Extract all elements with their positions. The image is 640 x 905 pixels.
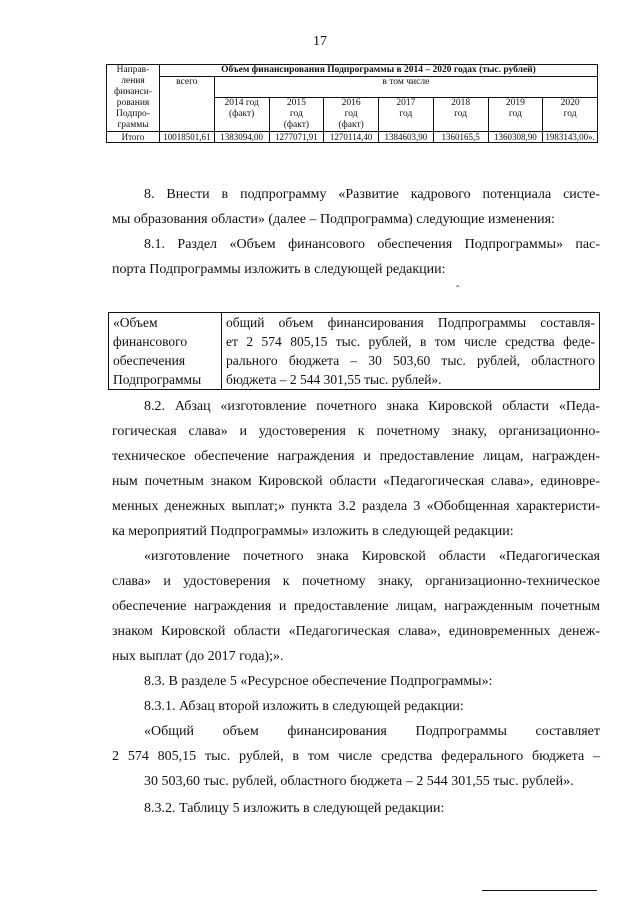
row-label: Итого xyxy=(107,131,160,142)
header-year: 2019 год xyxy=(488,97,543,131)
cell-value: 1383094,00 xyxy=(214,131,269,142)
paragraph-8-3: 8.3. В разделе 5 «Ресурсное обеспечение Подпрограммы»: xyxy=(144,674,493,689)
passport-value-line: рального бюджета – 30 503,60 тыс. рублей, областного xyxy=(226,353,595,368)
paragraph-8-2-line: 8.2. Абзац «изготовление почетного знака Кировской области «Педа- xyxy=(144,399,600,414)
cell-value: 1360165,5 xyxy=(433,131,488,142)
header-year: 2014 год (факт) xyxy=(214,97,269,131)
header-year: 2016 год (факт) xyxy=(324,97,379,131)
cell-value: 1983143,00». xyxy=(543,131,598,142)
passport-label-line: «Объем xyxy=(113,315,158,330)
quote-line: ных выплат (до 2017 года);». xyxy=(112,649,284,664)
cell-value: 1277071,91 xyxy=(269,131,324,142)
cell-value: 1270114,40 xyxy=(324,131,379,142)
header-including: в том числе xyxy=(214,76,597,97)
quote-line: обеспечение награждения и предоставление лицам, награжденным почетным xyxy=(112,599,600,614)
paragraph-8-2-line: ка мероприятий Подпрограммы» изложить в следующей редакции: xyxy=(112,524,514,539)
paragraph-8-2-line: гогическая слава» и удостоверения к почетному знаку, организационно- xyxy=(112,424,600,439)
paragraph-8-1-line2: порта Подпрограммы изложить в следующей редакции: xyxy=(112,262,446,277)
paragraph-8-3-1-quote-line: 30 503,60 тыс. рублей, областного бюджета – 2 544 301,55 тыс. рублей». xyxy=(144,774,574,789)
passport-value xyxy=(222,313,600,390)
paragraph-8-2-line: ным почетным знаком Кировской области «Педагогическая слава», единовре- xyxy=(112,474,600,489)
passport-value-line: ет 2 574 805,15 тыс. рублей, в том числе средства феде- xyxy=(226,334,595,349)
header-year: 2018 год xyxy=(433,97,488,131)
passport-value-line: общий объем финансирования Подпрограммы составля- xyxy=(226,315,595,330)
paragraph-8-1-line1: 8.1. Раздел «Объем финансового обеспечения Подпрограммы» пас- xyxy=(144,237,600,252)
cell-value: 1384603,90 xyxy=(379,131,434,142)
paragraph-8-3-1: 8.3.1. Абзац второй изложить в следующей редакции: xyxy=(144,699,464,714)
paragraph-8-line1: 8. Внести в подпрограмму «Развитие кадрового потенциала систе- xyxy=(144,187,600,202)
stray-mark: ˆ xyxy=(456,285,460,296)
passport-label-line: обеспечения xyxy=(113,353,186,368)
cell-value: 1360308,90 xyxy=(488,131,543,142)
passport-label-line: Подпрограммы xyxy=(113,372,202,387)
paragraph-8-line2: мы образования области» (далее – Подпрограмма) следующие изменения: xyxy=(112,212,555,227)
page-number: 17 xyxy=(313,34,327,49)
header-total: всего xyxy=(160,76,215,131)
quote-line: слава» и удостоверения к почетному знаку, организационно-техническое xyxy=(112,574,600,589)
financing-table xyxy=(106,64,598,143)
paragraph-8-3-1-quote-line: 2 574 805,15 тыс. рублей, в том числе средства федерального бюджета – xyxy=(112,749,600,764)
header-year: 2017 год xyxy=(379,97,434,131)
header-volume: Объем финансирования Подпрограммы в 2014 – 2020 годах (тыс. рублей) xyxy=(160,65,598,77)
table-row xyxy=(107,131,598,142)
header-year: 2020 год xyxy=(543,97,598,131)
passport-label xyxy=(109,313,222,390)
paragraph-8-3-1-quote-line: «Общий объем финансирования Подпрограммы составляет xyxy=(144,724,600,739)
paragraph-8-2-line: менных денежных выплат;» пункта 3.2 раздела 3 «Обобщенная характеристи- xyxy=(112,499,600,514)
paragraph-8-2-line: техническое обеспечение награждения и предоставление лицам, награжден- xyxy=(112,449,600,464)
header-direction: Направ- ления финанси- рования Подпро- граммы xyxy=(107,65,160,132)
passport-label-line: финансового xyxy=(113,334,188,349)
paragraph-8-3-2: 8.3.2. Таблицу 5 изложить в следующей редакции: xyxy=(144,801,445,816)
footer-rule xyxy=(482,890,597,891)
quote-line: «изготовление почетного знака Кировской области «Педагогическая xyxy=(144,549,600,564)
passport-value-line: бюджета – 2 544 301,55 тыс. рублей». xyxy=(226,372,442,387)
passport-table xyxy=(108,312,600,390)
quote-line: знаком Кировской области «Педагогическая слава», единовременных денеж- xyxy=(112,624,600,639)
header-year: 2015 год (факт) xyxy=(269,97,324,131)
cell-total: 10018501,61 xyxy=(160,131,215,142)
